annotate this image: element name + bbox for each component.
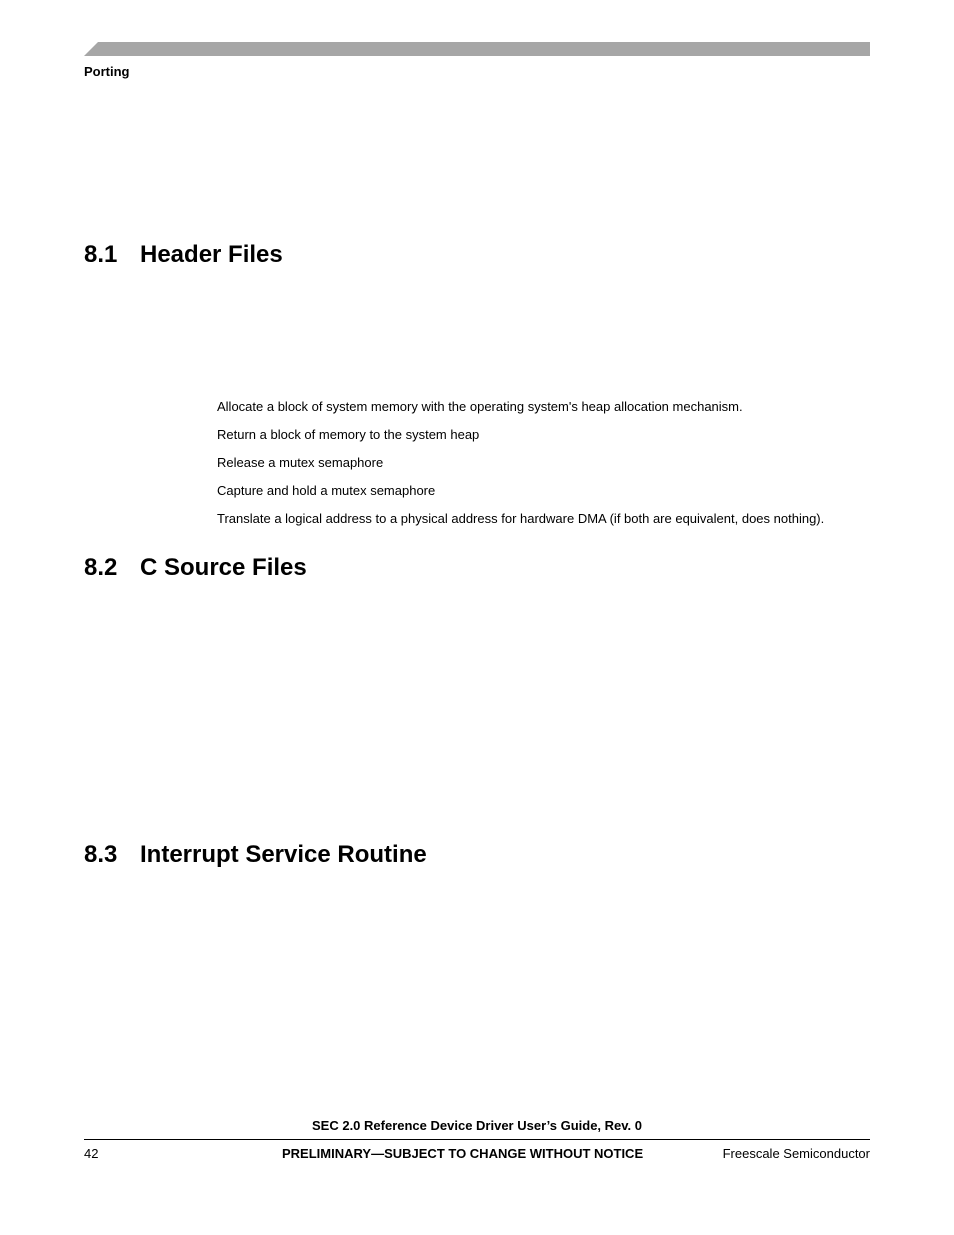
section-number: 8.3 xyxy=(84,841,118,868)
function-description: Release a mutex semaphore xyxy=(217,455,384,470)
header-bar xyxy=(84,42,870,56)
function-description-list xyxy=(217,399,867,539)
section-title: Header Files xyxy=(140,241,283,268)
function-description: Allocate a block of system memory with the operating system's heap allocation mechanism. xyxy=(217,399,743,414)
section-heading-8-1 xyxy=(84,241,283,269)
section-title: Interrupt Service Routine xyxy=(140,841,427,868)
footer-notice: PRELIMINARY—SUBJECT TO CHANGE WITHOUT NOTICE xyxy=(282,1146,644,1161)
function-description: Capture and hold a mutex semaphore xyxy=(217,483,436,498)
footer-company: Freescale Semiconductor xyxy=(722,1146,870,1161)
footer-rule xyxy=(84,1139,870,1140)
section-number: 8.1 xyxy=(84,241,118,268)
section-title: C Source Files xyxy=(140,554,307,581)
header-bar-graphic xyxy=(84,42,870,56)
function-description: Translate a logical address to a physical address for hardware DMA (if both are equivalent, does nothing). xyxy=(217,511,825,526)
section-number: 8.2 xyxy=(84,554,118,581)
footer-page-number: 42 xyxy=(84,1146,99,1161)
footer-document-title: SEC 2.0 Reference Device Driver User’s Guide, Rev. 0 xyxy=(312,1118,642,1133)
running-head: Porting xyxy=(84,64,130,79)
section-heading-8-2 xyxy=(84,554,307,582)
section-heading-8-3 xyxy=(84,841,427,869)
function-description: Return a block of memory to the system heap xyxy=(217,427,480,442)
header-bar-shape xyxy=(84,42,870,56)
